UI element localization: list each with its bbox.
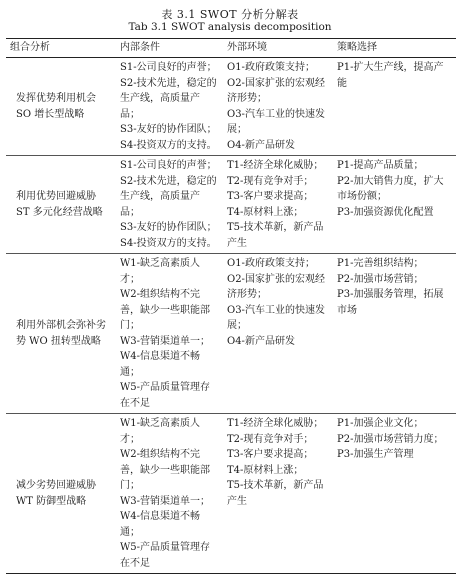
list-item: W2-组织结构不完善，缺少一些职能部门； [120, 449, 210, 491]
list-item: S4-投资双方的支持。 [120, 237, 217, 249]
choice-cell [333, 156, 456, 254]
list-item: T5-技术革新，新产品产生 [227, 480, 324, 507]
external-cell [223, 254, 333, 414]
choice-cell [333, 58, 456, 156]
list-item: P1-完善组织结构； [337, 258, 424, 269]
list-item: W4-信息渠道不畅通； [120, 511, 201, 538]
list-item: W1-缺乏高素质人才； [120, 258, 201, 285]
list-item: T1-经济全球化威胁； [227, 160, 324, 171]
list-item: S3-友好的协作团队； [120, 222, 217, 233]
list-item: P3-加强服务管理，拓展市场 [337, 289, 444, 316]
list-item: P2-加强市场营销； [337, 273, 424, 285]
list-item: S2-技术先进，稳定的生产线，高质量产品； [120, 77, 217, 120]
external-cell [223, 58, 333, 156]
strategy-cell: 利用优势回避威胁 ST 多元化经营战略 [16, 191, 103, 218]
list-item: T2-现有竞争对手； [227, 175, 314, 187]
list-item: S3-友好的协作团队； [120, 124, 217, 135]
header-external: 外部环境 [227, 42, 267, 54]
list-item: T1-经济全球化威胁； [227, 418, 324, 429]
list-item: O1-政府政策支持； [227, 62, 315, 73]
list-item: P1-加强企业文化； [337, 418, 424, 429]
list-item: W3-营销渠道单一； [120, 495, 211, 507]
strategy-cell: 发挥优势利用机会 SO 增长型战略 [16, 93, 96, 120]
header-internal: 内部条件 [120, 42, 160, 54]
table-row [6, 254, 456, 414]
list-item: T3-客户要求提高； [227, 449, 314, 460]
list-item: P3-加强生产管理 [337, 449, 414, 460]
list-item: T4-原材料上涨； [227, 464, 304, 476]
internal-cell [116, 254, 223, 414]
list-item: W1-缺乏高素质人才； [120, 418, 201, 445]
list-item: W4-信息渠道不畅通； [120, 351, 201, 378]
list-item: T2-现有竞争对手； [227, 433, 314, 445]
list-item: P1-扩大生产线，提高产能 [337, 62, 444, 89]
list-item: P3-加强资源优化配置 [337, 206, 434, 218]
list-item: T4-原材料上涨； [227, 206, 304, 218]
choice-cell [333, 254, 456, 414]
header-choice: 策略选择 [337, 42, 377, 54]
table-row [6, 414, 456, 574]
external-cell [223, 156, 333, 254]
list-item: W2-组织结构不完善，缺少一些职能部门； [120, 289, 210, 331]
list-item: W5-产品质量管理存在不足 [120, 542, 211, 569]
list-item: O3-汽车工业的快速发展； [227, 304, 325, 331]
table-row [6, 58, 456, 156]
list-item: S4-投资双方的支持。 [120, 139, 217, 151]
table-header-row [6, 39, 456, 58]
list-item: S2-技术先进，稳定的生产线，高质量产品； [120, 175, 217, 218]
internal-cell [116, 156, 223, 254]
table-caption-chinese: 表 3.1 SWOT 分析分解表 [161, 8, 299, 21]
list-item: O4-新产品研发 [227, 139, 295, 151]
choice-cell [333, 414, 456, 574]
list-item: O2-国家扩张的宏观经济形势； [227, 273, 325, 300]
list-item: O3-汽车工业的快速发展； [227, 108, 325, 135]
strategy-cell: 减少劣势回避威胁 WT 防御型战略 [16, 480, 96, 507]
strategy-cell: 利用外部机会弥补劣势 WO 扭转型战略 [16, 320, 106, 347]
swot-table [6, 38, 456, 574]
list-item: O2-国家扩张的宏观经济形势； [227, 77, 325, 104]
list-item: W5-产品质量管理存在不足 [120, 382, 211, 409]
internal-cell [116, 414, 223, 574]
list-item: T3-客户要求提高； [227, 191, 314, 202]
external-cell [223, 414, 333, 574]
list-item: P2-加强市场营销力度； [337, 433, 444, 445]
list-item: T5-技术革新，新产品产生 [227, 222, 324, 249]
table-caption-english: Tab 3.1 SWOT analysis decomposition [128, 21, 332, 33]
internal-cell [116, 58, 223, 156]
header-combination: 组合分析 [10, 42, 50, 54]
list-item: W3-营销渠道单一； [120, 335, 211, 347]
list-item: S1-公司良好的声誉； [120, 62, 217, 73]
list-item: S1-公司良好的声誉； [120, 160, 217, 171]
list-item: O1-政府政策支持； [227, 258, 315, 269]
list-item: P2-加大销售力度，扩大市场份额； [337, 175, 444, 202]
list-item: O4-新产品研发 [227, 335, 295, 347]
table-row [6, 156, 456, 254]
list-item: P1-提高产品质量； [337, 160, 424, 171]
